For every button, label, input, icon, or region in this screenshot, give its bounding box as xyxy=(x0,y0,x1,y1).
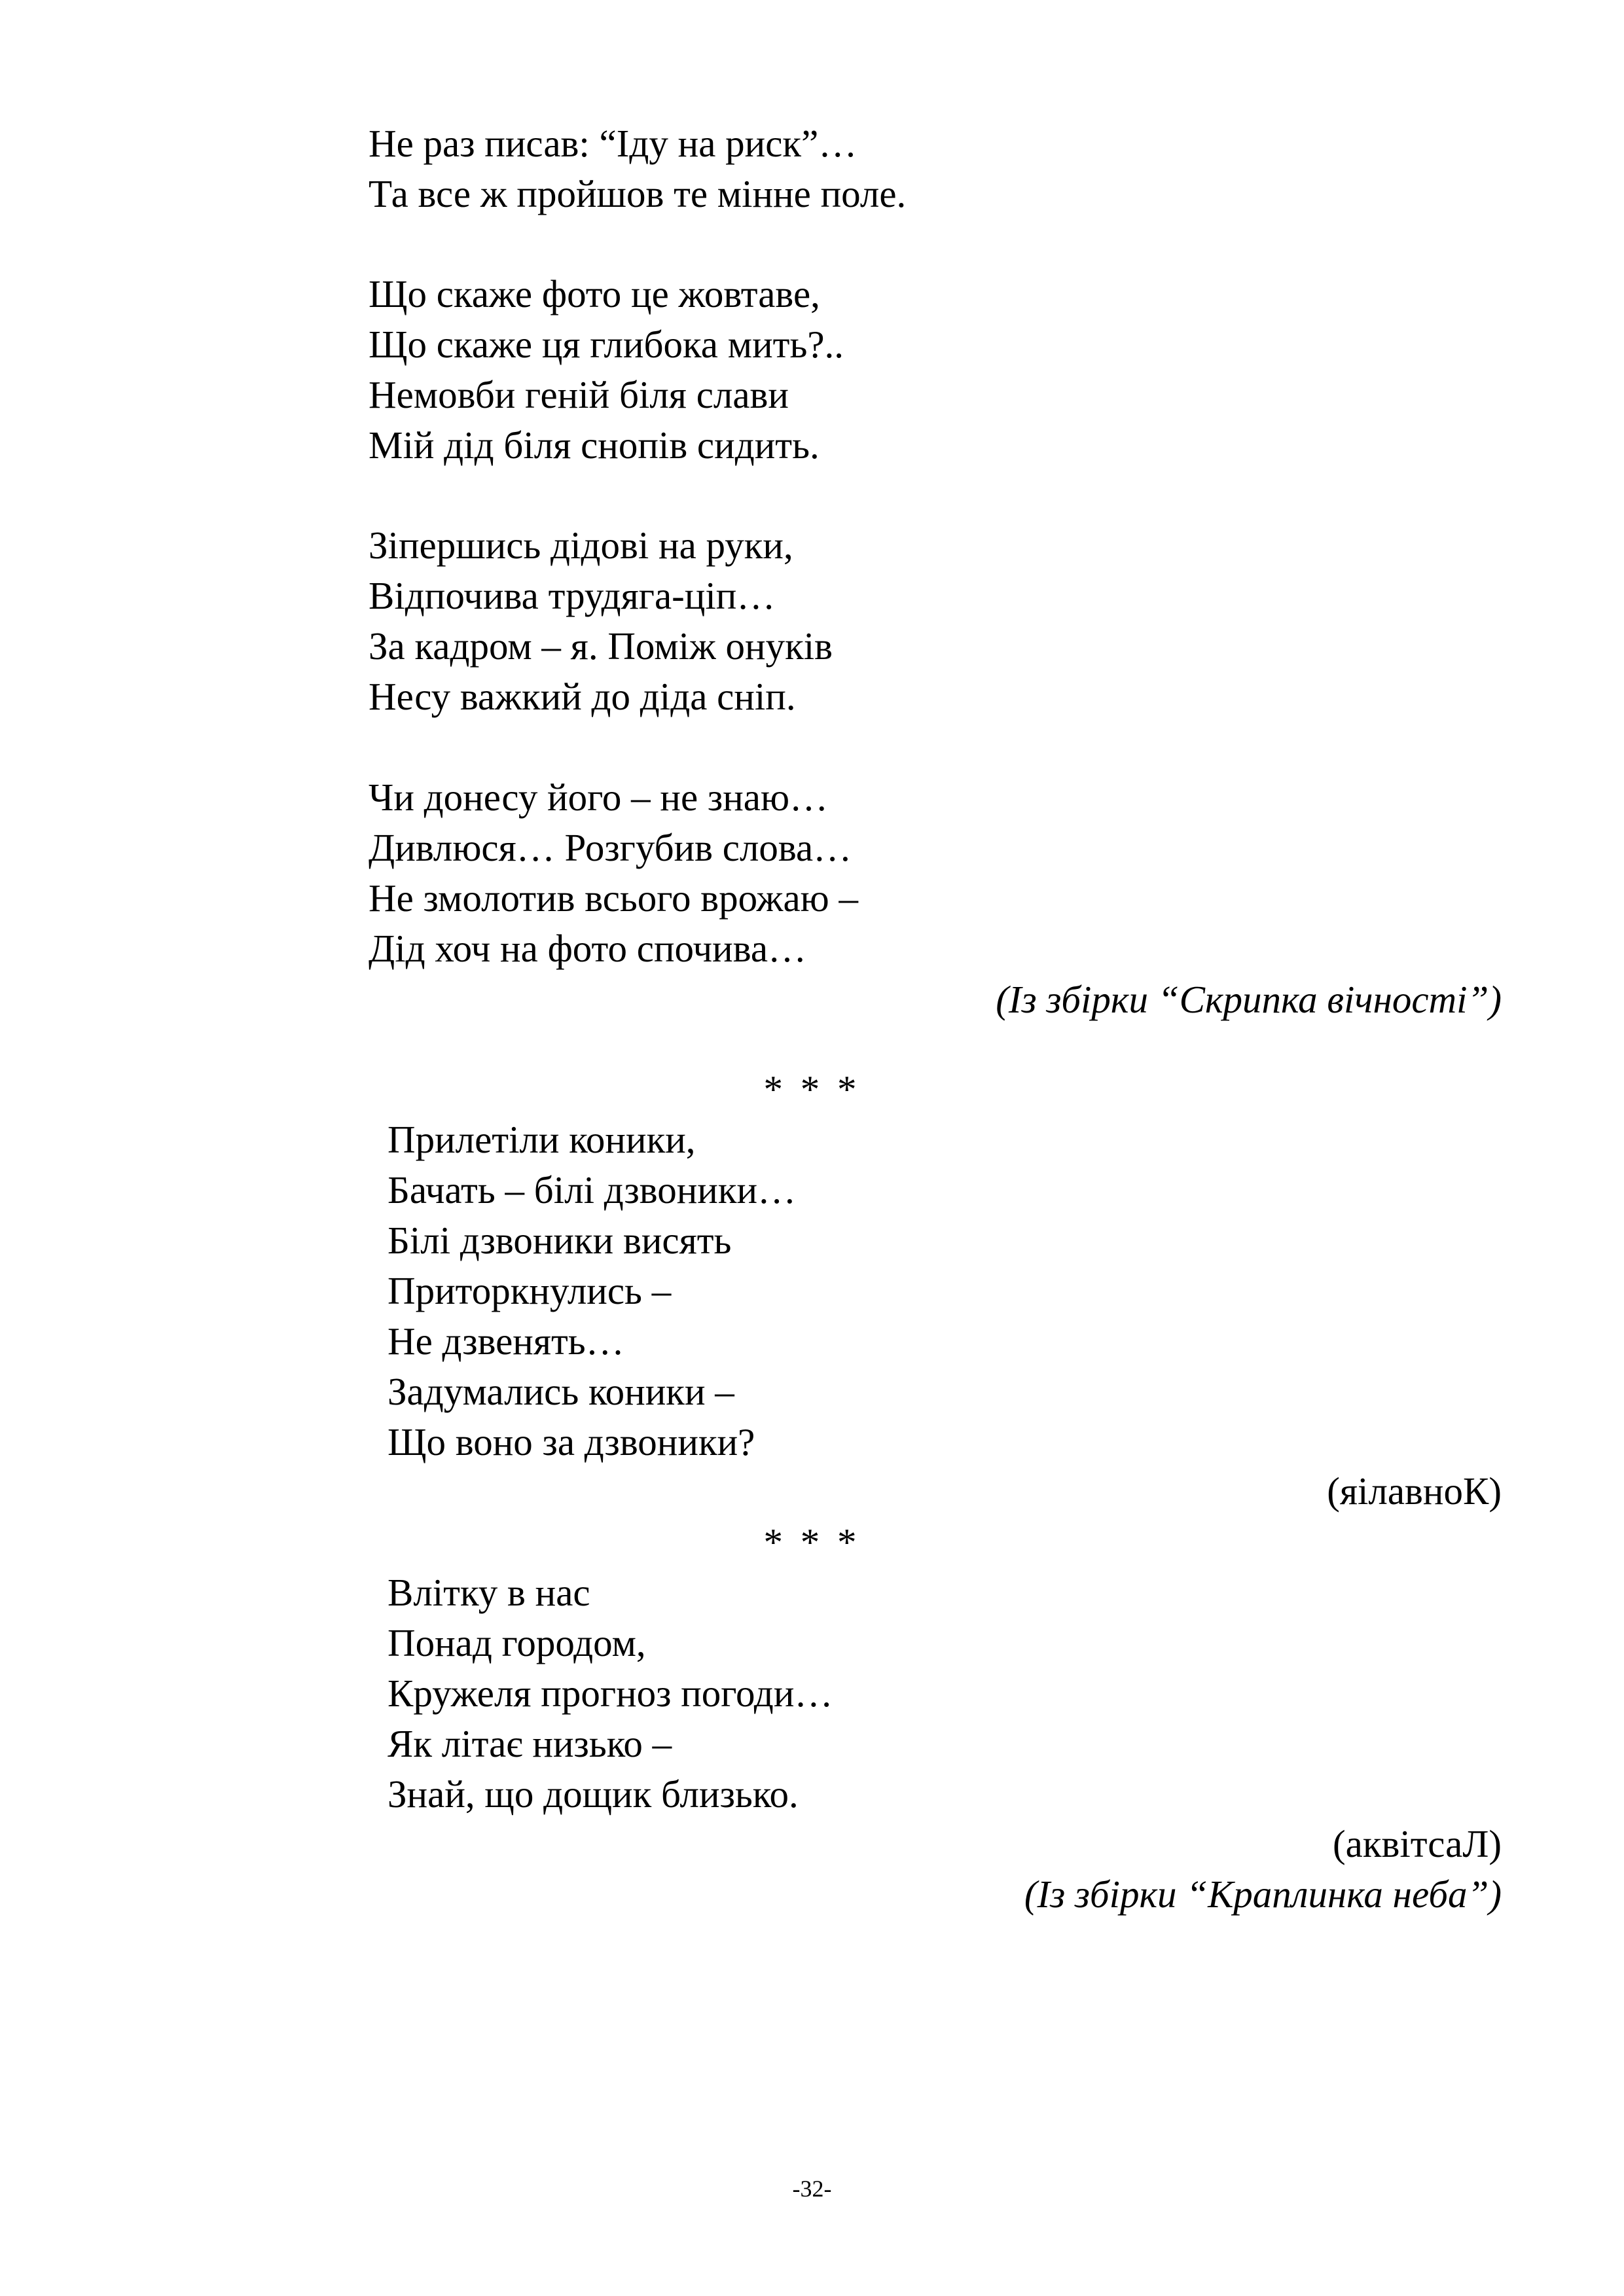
poem1-stanza-4 xyxy=(369,772,858,974)
poem-line: Що скаже фото це жовтаве, xyxy=(369,272,820,315)
poem-line: Зіпершись дідові на руки, xyxy=(369,524,793,567)
poem3-riddle xyxy=(388,1568,833,1820)
poem-line: Немовби геній біля слави xyxy=(369,373,789,416)
poem-line: Несу важкий до діда сніп. xyxy=(369,675,796,718)
page-number: -32- xyxy=(792,2176,832,2202)
poem1-stanza-3 xyxy=(369,520,833,722)
poem-line: Приторкнулись – xyxy=(388,1269,672,1312)
poem2-riddle xyxy=(388,1115,796,1467)
poem-line: Бачать – білі дзвоники… xyxy=(388,1168,797,1211)
poem2-answer: (яілавноК) xyxy=(1327,1469,1502,1513)
poem1-source: (Із збірки “Скрипка вічності”) xyxy=(996,978,1502,1021)
poem-line: Дивлюся… Розгубив слова… xyxy=(369,826,852,869)
poem-line: Що скаже ця глибока мить?.. xyxy=(369,323,844,366)
poem-line: Чи донесу його – не знаю… xyxy=(369,776,829,819)
poem-line: Відпочива трудяга-ціп… xyxy=(369,574,776,617)
separator-stars: * * * xyxy=(763,1067,861,1111)
poem1-stanza-2 xyxy=(369,269,844,471)
poem-line: Мій дід біля снопів сидить. xyxy=(369,423,820,467)
poem-line: Не дзвенять… xyxy=(388,1319,624,1363)
separator-stars: * * * xyxy=(763,1520,861,1564)
poem-line: Як літає низько – xyxy=(388,1722,672,1765)
poem-line: Не змолотив всього врожаю – xyxy=(369,876,858,920)
poem-line: Не раз писав: “Іду на риск”… xyxy=(369,122,857,165)
poem-line: Що воно за дзвоники? xyxy=(388,1420,755,1463)
poem-line: Задумались коники – xyxy=(388,1370,734,1413)
poem3-answer: (аквітсаЛ) xyxy=(1332,1822,1502,1865)
poem-line: Влітку в нас xyxy=(388,1571,590,1614)
poem-line: Білі дзвоники висять xyxy=(388,1219,732,1262)
poem3-source: (Із збірки “Краплинка неба”) xyxy=(1024,1873,1502,1916)
poem-line: Дід хоч на фото спочива… xyxy=(369,927,807,970)
poem-line: Понад городом, xyxy=(388,1621,646,1664)
poem1-stanza-1 xyxy=(369,118,906,219)
poem-line: За кадром – я. Поміж онуків xyxy=(369,624,833,668)
poem-line: Та все ж пройшов те мінне поле. xyxy=(369,172,907,215)
poem-line: Прилетіли коники, xyxy=(388,1118,696,1161)
poem-line: Знай, що дощик близько. xyxy=(388,1772,799,1816)
poem-line: Кружеля прогноз погоди… xyxy=(388,1672,833,1715)
